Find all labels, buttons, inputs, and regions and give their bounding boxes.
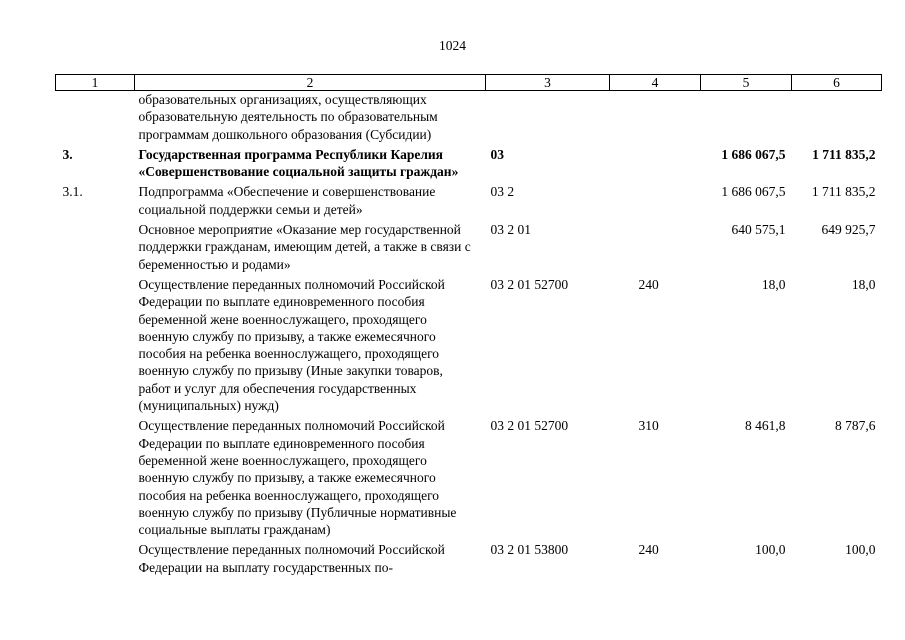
row-name: Основное мероприятие «Оказание мер государственной поддержки гражданам, имеющим детей, а также в связи с беременностью и родами»: [138, 222, 471, 272]
row-expense-type: 310: [638, 418, 659, 434]
row-amount-year2: 649 925,7: [821, 222, 876, 238]
row-amount-year1: 640 575,1: [731, 222, 786, 238]
table-row: [56, 538, 882, 576]
row-number: 3.: [62, 146, 73, 162]
row-code: 03 2 01: [490, 222, 531, 238]
row-amount-year2: 18,0: [851, 276, 876, 292]
row-expense-type: 240: [638, 542, 659, 558]
column-header-1: 1: [56, 75, 135, 91]
row-amount-year1: 8 461,8: [745, 418, 786, 434]
table-row: [56, 143, 882, 181]
row-code: [486, 91, 610, 143]
page-number: 1024: [439, 38, 466, 53]
row-code: 03 2 01 52700: [490, 418, 569, 434]
row-name: Государственная программа Республики Карелия «Совершенствование социальной защиты граждан»: [138, 146, 459, 180]
row-amount-year1: 100,0: [755, 542, 786, 558]
column-header-4: 4: [610, 75, 701, 91]
row-expense-type: [610, 143, 701, 181]
table-row: [56, 273, 882, 414]
row-code: 03 2 01 53800: [490, 542, 569, 558]
row-number: [56, 414, 135, 538]
row-name: Осуществление переданных полномочий Российской Федерации на выплату государственных по-: [138, 542, 445, 575]
budget-table: [55, 74, 882, 576]
table-row: [56, 180, 882, 218]
row-amount-year2: 8 787,6: [835, 418, 876, 434]
row-code: 03 2: [490, 184, 515, 200]
row-number: 3.1.: [62, 184, 83, 200]
row-number: [56, 273, 135, 414]
column-header-2: 2: [135, 75, 486, 91]
row-expense-type: 240: [638, 276, 659, 292]
column-header-3: 3: [486, 75, 610, 91]
row-amount-year1: 1 686 067,5: [721, 146, 786, 162]
row-amount-year1: 18,0: [761, 276, 786, 292]
row-expense-type: [610, 180, 701, 218]
header-row: [56, 75, 882, 91]
row-name: Подпрограмма «Обеспечение и совершенствование социальной поддержки семьи и детей»: [138, 184, 436, 217]
row-name: Осуществление переданных полномочий Российской Федерации по выплате единовременного пособия беременной жене военнослужащего, проходящего военную службу по призыву, а также ежемесячного пособия на ребенка военнослужащего, проходящего военную службу по призыву (Иные закупки товаров, работ и услуг для обеспечения государственных (муниципальных) нужд): [138, 276, 445, 414]
row-expense-type: [610, 91, 701, 143]
row-name: образовательных организациях, осуществляющих образовательную деятельность по образовательным программам дошкольного образования (Субсидии): [138, 92, 438, 142]
row-number: [56, 538, 135, 576]
row-amount-year1: [701, 91, 792, 143]
row-expense-type: [610, 218, 701, 273]
row-name: Осуществление переданных полномочий Российской Федерации по выплате единовременного пособия беременной жене военнослужащего, проходящего военную службу по призыву, а также ежемесячного пособия на ребенка военнослужащего, проходящего военную службу по призыву (Публичные нормативные социальные выплаты гражданам): [138, 418, 457, 538]
table-body: [56, 91, 882, 577]
table-row: [56, 91, 882, 143]
row-amount-year2: 100,0: [845, 542, 876, 558]
row-amount-year2: 1 711 835,2: [811, 184, 876, 200]
row-code: 03 2 01 52700: [490, 276, 569, 292]
row-amount-year2: 1 711 835,2: [812, 146, 876, 162]
row-number: [56, 91, 135, 143]
row-amount-year2: [792, 91, 882, 143]
column-header-6: 6: [792, 75, 882, 91]
table-header: [56, 75, 882, 91]
row-code: 03: [490, 146, 504, 162]
row-number: [56, 218, 135, 273]
row-amount-year1: 1 686 067,5: [721, 184, 786, 200]
table-row: [56, 414, 882, 538]
column-header-5: 5: [701, 75, 792, 91]
table-row: [56, 218, 882, 273]
